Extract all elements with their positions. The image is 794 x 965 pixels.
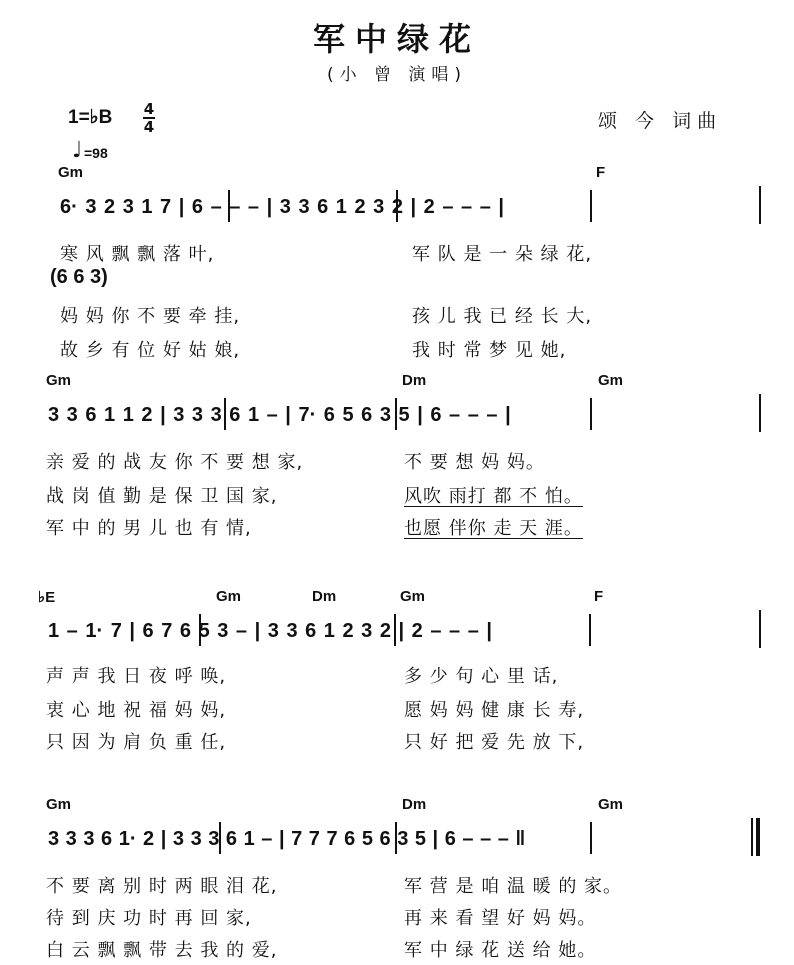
lyric-line: 孩 儿 我 已 经 长 大, <box>412 306 593 327</box>
credit-line: 颂 今 词曲 <box>598 110 723 132</box>
lyric-line: 战 岗 值 勤 是 保 卫 国 家, <box>46 486 278 507</box>
lyric-line: 愿 妈 妈 健 康 长 寿, <box>404 700 585 721</box>
lyric-line: 军 营 是 咱 温 暖 的 家。 <box>404 876 623 897</box>
chord-symbol: Gm <box>46 372 72 389</box>
performer-note: (小 曾 演唱) <box>326 65 468 85</box>
tempo-marking: =98 <box>84 145 108 161</box>
lyric-line: 军 中 的 男 儿 也 有 情, <box>46 518 252 539</box>
chord-symbol: Gm <box>216 588 242 605</box>
lyric-line: 白 云 飘 飘 带 去 我 的 爱, <box>46 940 278 961</box>
chord-symbol: Gm <box>400 588 426 605</box>
lyric-line: 亲 爱 的 战 友 你 不 要 想 家, <box>46 452 304 473</box>
lyric-line: 也愿 伴你 走 天 涯。 <box>404 518 583 539</box>
lyric-line: 不 要 离 别 时 两 眼 泪 花, <box>46 876 278 897</box>
chord-symbol: Gm <box>46 796 72 813</box>
time-sig-bottom: 4 <box>143 118 155 136</box>
chord-symbol: F <box>596 164 606 181</box>
chord-symbol: ♭E <box>38 589 56 606</box>
quarter-note-icon: ♩ <box>72 138 83 163</box>
lyric-line: 寒 风 飘 飘 落 叶, <box>60 244 215 265</box>
chord-symbol: Gm <box>58 164 84 181</box>
time-sig-top: 4 <box>143 100 155 118</box>
song-title: 军中绿花 <box>312 20 481 58</box>
chord-symbol: Gm <box>598 372 624 389</box>
lyric-line: 衷 心 地 祝 福 妈 妈, <box>46 700 227 721</box>
lyric-line: 不 要 想 妈 妈。 <box>404 452 545 473</box>
lyric-line: 妈 妈 你 不 要 牵 挂, <box>60 306 241 327</box>
notation-line: 3 3 6 1 1 2 | 3 3 3 6 1 – | 7· 6 5 6 3 5 | 6 – – – | <box>48 404 511 426</box>
chord-symbol: Dm <box>402 796 427 813</box>
lyric-line: 风吹 雨打 都 不 怕。 <box>404 486 583 507</box>
key-signature: 1=♭B <box>68 107 113 128</box>
lyric-line: 只 因 为 肩 负 重 任, <box>46 732 227 753</box>
lyric-line: 声 声 我 日 夜 呼 唤, <box>46 666 227 687</box>
notation-line: 1 – 1· 7 | 6 7 6 5 3 – | 3 3 6 1 2 3 2 | 2 – – – | <box>48 620 492 642</box>
lyric-line: 只 好 把 爱 先 放 下, <box>404 732 585 753</box>
lyric-line: 军 队 是 一 朵 绿 花, <box>412 244 593 265</box>
chord-symbol: Dm <box>402 372 427 389</box>
notation-line: 3 3 3 6 1· 2 | 3 3 3 6 1 – | 7 7 7 6 5 6 3 5 | 6 – – – ‖ <box>48 828 526 850</box>
notation-line: 6· 3 2 3 1 7 | 6 – – – | 3 3 6 1 2 3 2 | 2 – – – | <box>60 196 504 218</box>
chord-symbol: F <box>594 588 604 605</box>
lyric-line: 再 来 看 望 好 妈 妈。 <box>404 908 597 929</box>
lyric-line: 故 乡 有 位 好 姑 娘, <box>60 340 241 361</box>
lyric-line: 我 时 常 梦 见 她, <box>412 340 567 361</box>
chord-symbol: Dm <box>312 588 337 605</box>
lyric-line: 军 中 绿 花 送 给 她。 <box>404 940 597 961</box>
chord-symbol: Gm <box>598 796 624 813</box>
lyric-line: 多 少 句 心 里 话, <box>404 666 559 687</box>
pickup-notes: (6 6 3) <box>50 266 108 288</box>
lyric-line: 待 到 庆 功 时 再 回 家, <box>46 908 252 929</box>
